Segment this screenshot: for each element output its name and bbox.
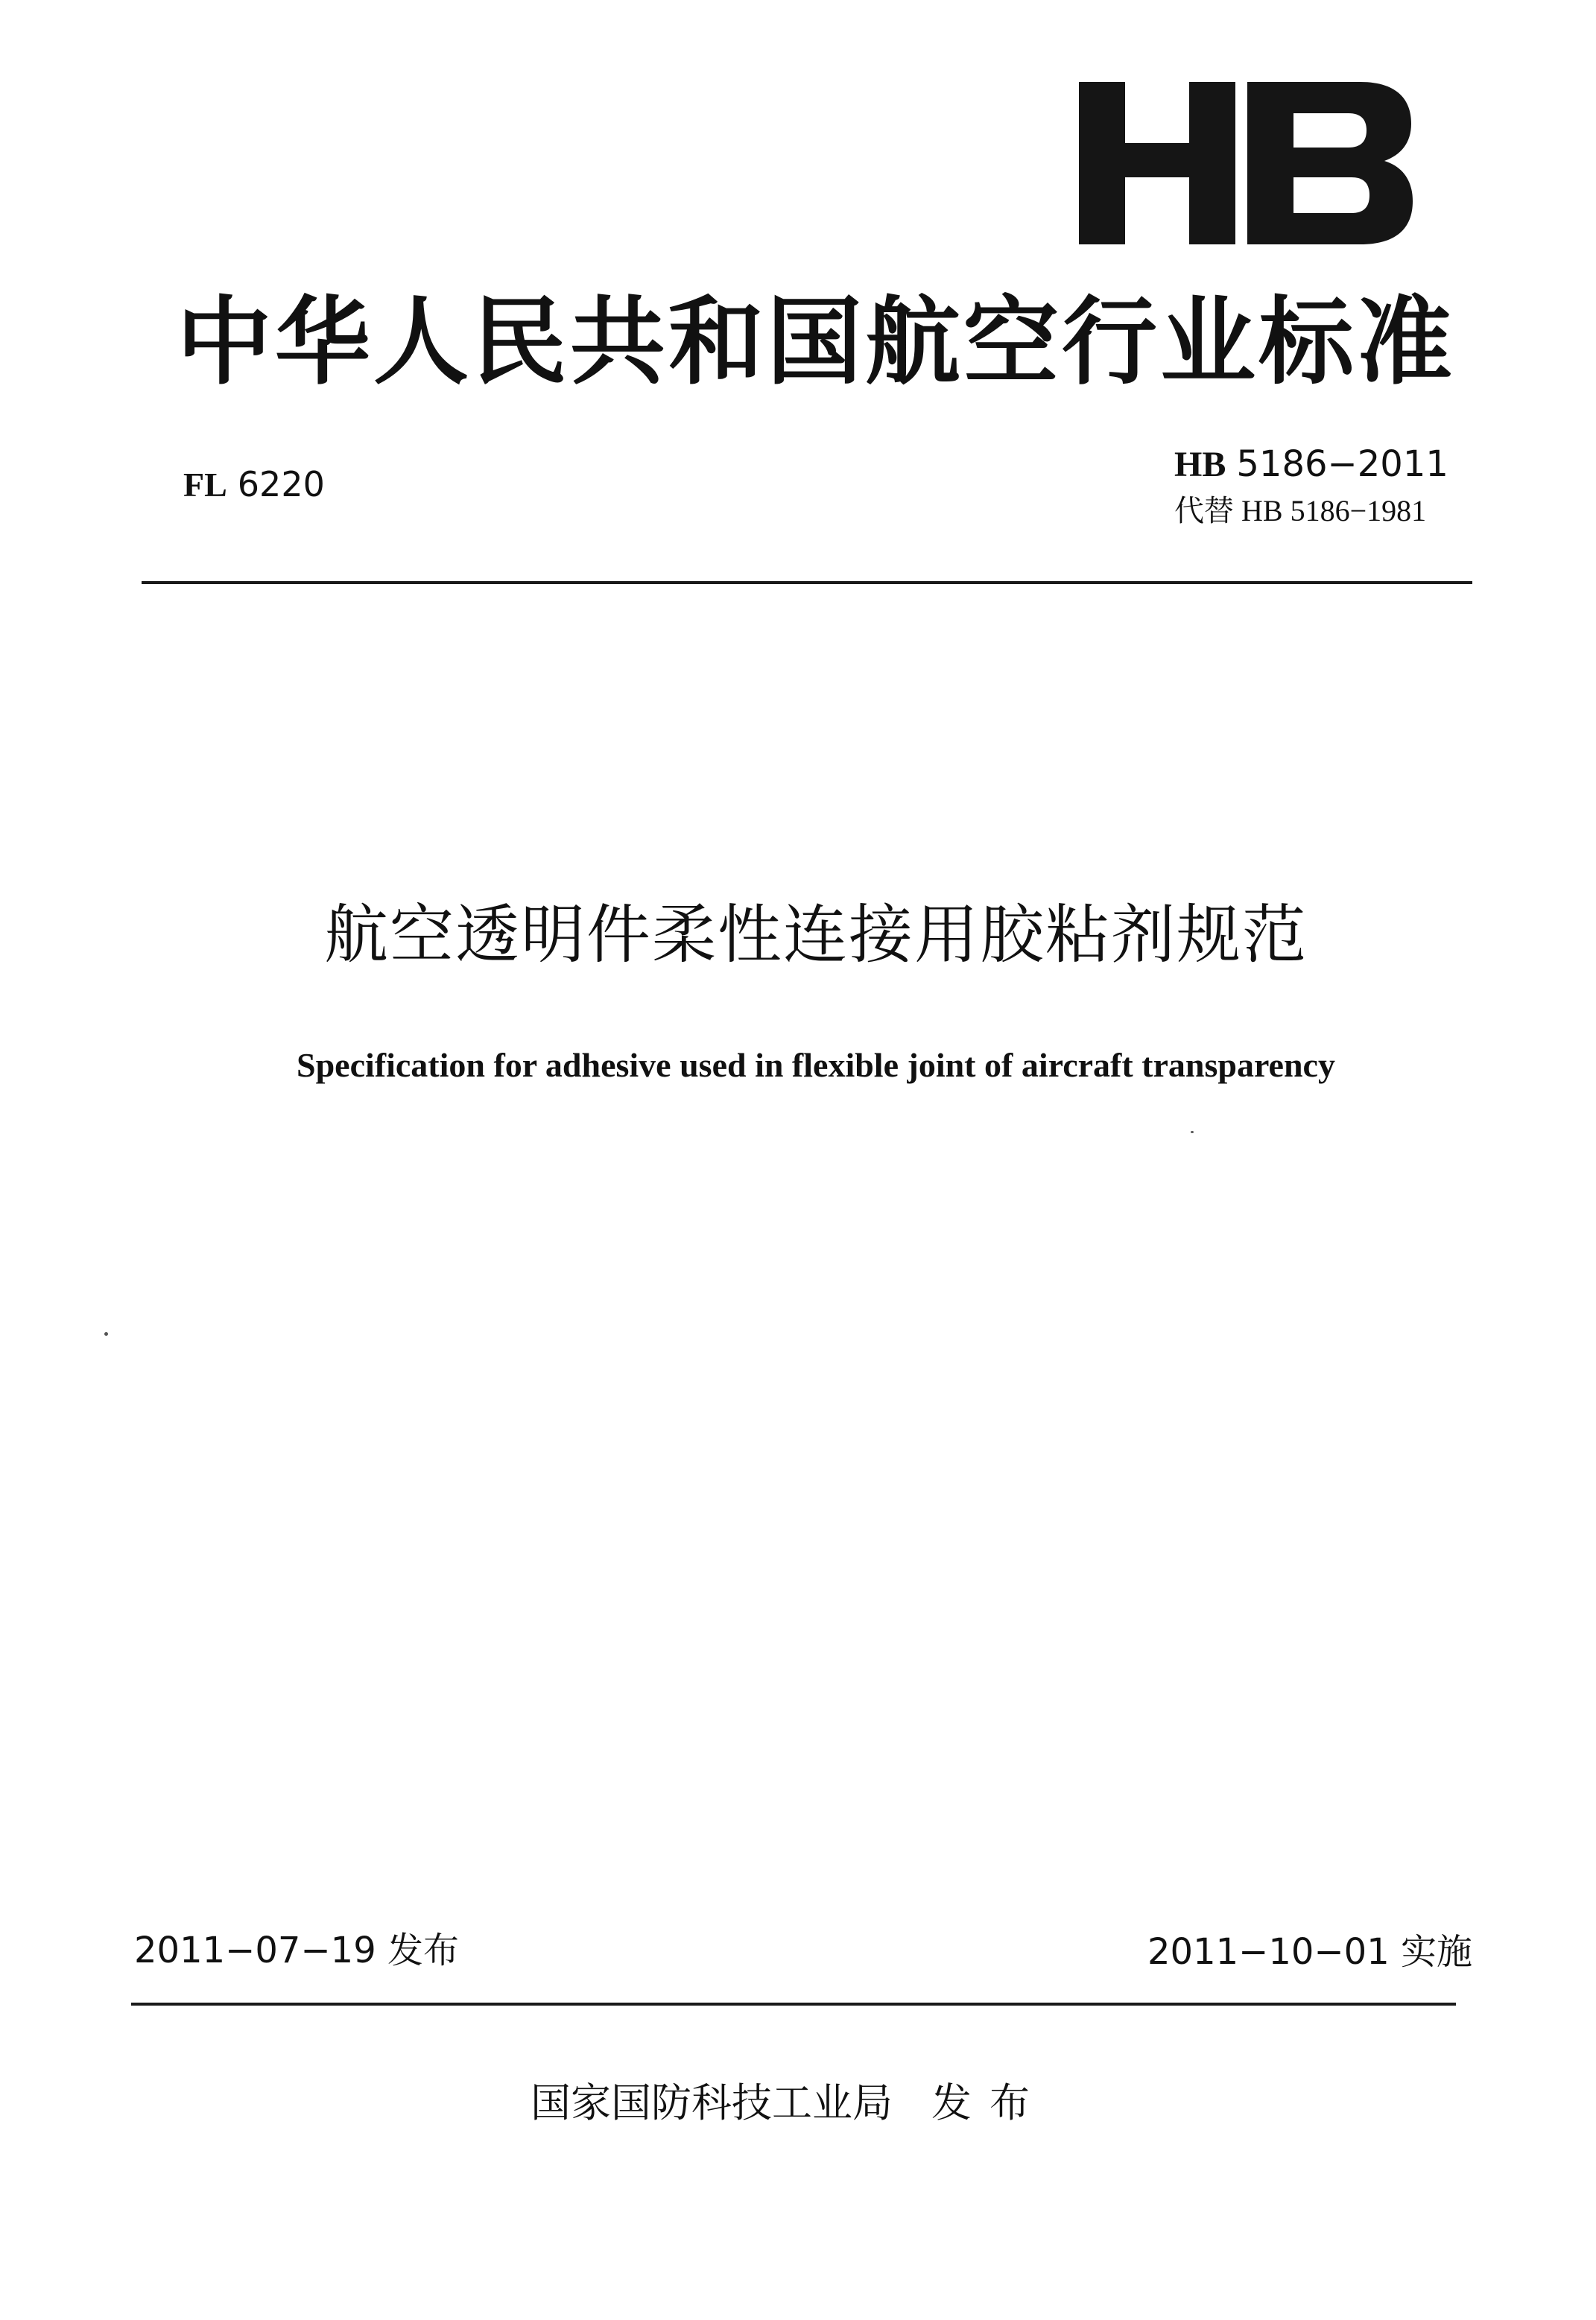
hb-logo-letter-h: [1079, 82, 1235, 244]
document-title-english: Specification for adhesive used in flexible joint of aircraft transparency: [297, 1046, 1335, 1084]
replaces-standard: 代替 HB 5186−1981: [1174, 494, 1427, 527]
standard-title: 中华人民共和国航空行业标准: [176, 287, 1455, 398]
standard-number: [1174, 441, 1448, 488]
issue-date: 2011−07−19 发布: [134, 1930, 460, 1971]
publisher-action: 发布: [931, 2079, 1048, 2126]
standard-number-value: 5186−2011: [1236, 443, 1448, 485]
scan-speck: [1191, 1131, 1194, 1133]
hb-logo: [1079, 82, 1413, 244]
classification-number: 6220: [237, 464, 325, 504]
implementation-date: 2011−10−01 实施: [1147, 1931, 1473, 1973]
classification-code: [183, 462, 325, 507]
document-title-chinese: 航空透明件柔性连接用胶粘剂规范: [324, 898, 1308, 972]
standard-prefix: HB: [1174, 445, 1226, 484]
hb-logo-letter-b: [1247, 82, 1413, 244]
publisher-name: 国家国防科技工业局: [531, 2079, 893, 2126]
publisher: [531, 2077, 1048, 2129]
classification-prefix: FL: [183, 466, 227, 504]
header-divider: [142, 581, 1472, 584]
footer-divider: [131, 2003, 1456, 2006]
scan-speck: [104, 1332, 108, 1336]
